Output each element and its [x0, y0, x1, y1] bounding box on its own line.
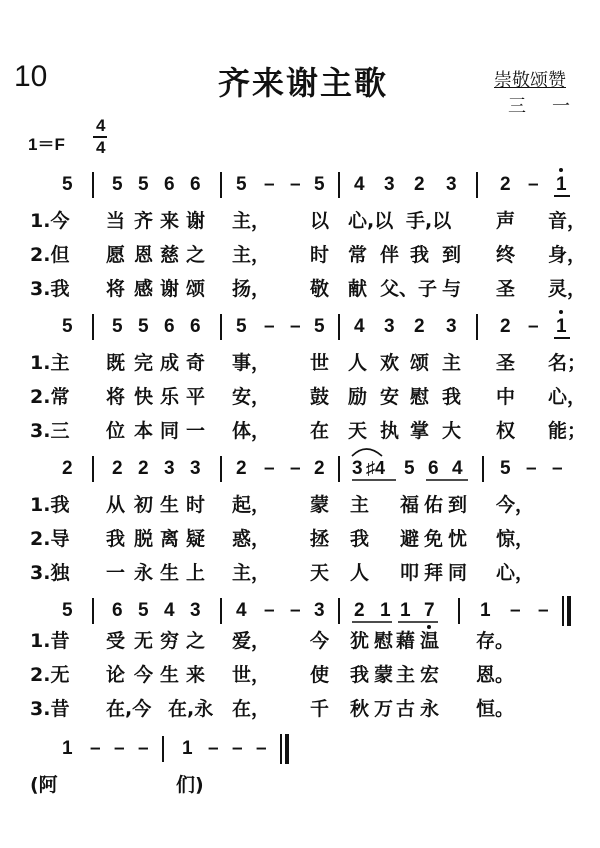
- lyric: 3.我: [30, 278, 70, 300]
- note: 5: [138, 174, 149, 195]
- lyric: 慰: [374, 630, 394, 652]
- lyric: 使: [310, 664, 330, 686]
- lyric: 恩。: [476, 664, 515, 686]
- lyric: 时: [186, 494, 206, 516]
- lyric: 避: [400, 528, 420, 550]
- lyric: 将: [106, 278, 126, 300]
- note: 2: [500, 174, 511, 195]
- lyric: 手,以: [406, 210, 452, 232]
- lyric: 鼓: [310, 386, 330, 408]
- lyric: 扬，: [232, 278, 271, 300]
- key-signature: 1＝F: [28, 135, 65, 154]
- lyric: 1.昔: [30, 630, 70, 652]
- lyric: 时: [310, 244, 330, 266]
- lyric: 初: [134, 494, 154, 516]
- lyric: 颂: [186, 278, 206, 300]
- note-dash: –: [264, 458, 275, 479]
- lyric: 上: [186, 562, 206, 584]
- lyric: 1.今: [30, 210, 70, 232]
- note-dash: –: [538, 600, 549, 621]
- lyric: 愿: [106, 244, 126, 266]
- lyric: 2.但: [30, 244, 70, 266]
- lyric: 世，: [232, 664, 271, 686]
- lyric: 心，: [548, 386, 587, 408]
- note-dash: –: [528, 316, 539, 337]
- lyric: 当: [106, 210, 126, 232]
- note-dash: –: [256, 738, 267, 759]
- lyric: 生: [160, 562, 180, 584]
- lyric: 谢: [160, 278, 180, 300]
- lyric: 3.独: [30, 562, 70, 584]
- note: 2: [354, 600, 365, 621]
- note: 3: [384, 174, 395, 195]
- note-dash: –: [114, 738, 125, 759]
- note-dash: –: [290, 458, 301, 479]
- note: 5: [112, 316, 123, 337]
- lyric: 中: [496, 386, 516, 408]
- note: 5: [112, 174, 123, 195]
- note: 3: [190, 600, 201, 621]
- lyric: 将: [106, 386, 126, 408]
- note: 5: [314, 316, 325, 337]
- note: 3: [314, 600, 325, 621]
- lyric: 宏: [420, 664, 440, 686]
- lyric: 恩: [134, 244, 154, 266]
- lyric: 主，: [232, 244, 271, 266]
- lyric: 伴: [380, 244, 400, 266]
- final-barline-thin: [280, 734, 282, 764]
- lyric: 圣: [496, 352, 516, 374]
- lyric: 到: [442, 244, 462, 266]
- note: 5: [236, 316, 247, 337]
- time-signature-top: 4: [96, 116, 106, 135]
- note-dash: –: [290, 316, 301, 337]
- lyric: 之: [186, 244, 206, 266]
- lyric: 千: [310, 698, 330, 720]
- lyric: 疑: [186, 528, 206, 550]
- note-dash: –: [264, 600, 275, 621]
- lyric: 永: [134, 562, 154, 584]
- lyric: 受: [106, 630, 126, 652]
- lyric: 位: [106, 420, 126, 442]
- lyric: 心,以: [348, 210, 394, 232]
- lyric: 掌: [410, 420, 430, 442]
- note: 4: [354, 174, 365, 195]
- lyric: 我: [410, 244, 430, 266]
- lyric: 同: [160, 420, 180, 442]
- note-dash: –: [290, 600, 301, 621]
- note: 5: [500, 458, 511, 479]
- note: 6: [428, 458, 439, 479]
- lyric: 们): [176, 774, 204, 796]
- lyric: 以: [310, 210, 330, 232]
- lyric: 灵，: [548, 278, 587, 300]
- note-sharp: ♯4: [366, 458, 386, 478]
- note: 6: [112, 600, 123, 621]
- note-dash: –: [528, 174, 539, 195]
- note: 5: [236, 174, 247, 195]
- lyric: 人: [350, 562, 370, 584]
- note-dash: –: [526, 458, 537, 479]
- lyric: 犹: [350, 630, 370, 652]
- lyric: 在: [310, 420, 330, 442]
- note: 2: [500, 316, 511, 337]
- lyric: 主: [350, 494, 370, 516]
- note: 6: [164, 316, 175, 337]
- lyric: 论: [106, 664, 126, 686]
- lyric: 励: [348, 386, 368, 408]
- lyric: 乐: [160, 386, 180, 408]
- note: 2: [62, 458, 73, 479]
- lyric: 终: [496, 244, 516, 266]
- lyric: 声: [496, 210, 516, 232]
- note: 1: [556, 316, 567, 337]
- lyric: 无: [134, 630, 154, 652]
- hymn-number: 10: [14, 60, 48, 93]
- lyric: 今，: [496, 494, 535, 516]
- lyric: 圣: [496, 278, 516, 300]
- lyric: 惑，: [232, 528, 271, 550]
- lyric: 同: [448, 562, 468, 584]
- lyric: 万: [374, 698, 394, 720]
- lyric: 生: [160, 494, 180, 516]
- note: 5: [62, 174, 73, 195]
- note: 2: [414, 316, 425, 337]
- note: 4: [452, 458, 463, 479]
- note: 2: [112, 458, 123, 479]
- time-signature-bottom: 4: [96, 138, 106, 157]
- lyric: 本: [134, 420, 154, 442]
- note-dash: –: [264, 174, 275, 195]
- lyric: 今: [134, 664, 154, 686]
- note: 1: [62, 738, 73, 759]
- note: 3: [190, 458, 201, 479]
- note-dash: –: [232, 738, 243, 759]
- lyric: 名；: [548, 352, 587, 374]
- lyric: 欢: [380, 352, 400, 374]
- note: 3: [446, 174, 457, 195]
- lyric: 世: [310, 352, 330, 374]
- lyric: 脱: [134, 528, 154, 550]
- note: 5: [314, 174, 325, 195]
- note: 3: [446, 316, 457, 337]
- note: 3: [384, 316, 395, 337]
- note: 2: [236, 458, 247, 479]
- lyric: 人: [348, 352, 368, 374]
- note: 4: [236, 600, 247, 621]
- lyric: 2.常: [30, 386, 70, 408]
- note: 1: [400, 600, 411, 621]
- lyric: 权: [496, 420, 516, 442]
- lyric: 体，: [232, 420, 271, 442]
- note: 1: [182, 738, 193, 759]
- lyric: 我: [350, 664, 370, 686]
- lyric: 生: [160, 664, 180, 686]
- lyric: 主: [396, 664, 416, 686]
- lyric: 蒙: [374, 664, 394, 686]
- note-dash: –: [138, 738, 149, 759]
- lyric: 一: [106, 562, 126, 584]
- lyric: 古: [396, 698, 416, 720]
- lyric: 献: [348, 278, 368, 300]
- lyric: 安，: [232, 386, 271, 408]
- lyric: 起，: [232, 494, 271, 516]
- note-dash: –: [208, 738, 219, 759]
- lyric: 今: [310, 630, 330, 652]
- lyric: 身，: [548, 244, 587, 266]
- lyric: 颂: [410, 352, 430, 374]
- lyric: 在,今: [106, 698, 152, 720]
- note: 7: [424, 600, 435, 621]
- lyric: 敬: [310, 278, 330, 300]
- lyric: 齐: [134, 210, 154, 232]
- lyric: 3.三: [30, 420, 70, 442]
- lyric: 来: [160, 210, 180, 232]
- note: 1: [480, 600, 491, 621]
- lyric: 秋: [350, 698, 370, 720]
- note: 2: [314, 458, 325, 479]
- lyric: 成: [160, 352, 180, 374]
- lyric: 主，: [232, 210, 271, 232]
- note: 6: [190, 316, 201, 337]
- note-dash: –: [290, 174, 301, 195]
- note-dash: –: [90, 738, 101, 759]
- page-title: 齐来谢主歌: [218, 64, 389, 102]
- lyric: 音，: [548, 210, 587, 232]
- lyric: 穷: [160, 630, 180, 652]
- lyric: 大: [442, 420, 462, 442]
- lyric: 惊，: [496, 528, 535, 550]
- lyric: 拯: [310, 528, 330, 550]
- lyric: 天: [348, 420, 368, 442]
- note: 6: [164, 174, 175, 195]
- lyric: 离: [160, 528, 180, 550]
- lyric: 谢: [186, 210, 206, 232]
- note: 5: [62, 316, 73, 337]
- lyric: 在,永: [168, 698, 214, 720]
- note: 5: [62, 600, 73, 621]
- barline: [162, 736, 164, 762]
- lyric: 快: [134, 386, 154, 408]
- note: 5: [138, 600, 149, 621]
- lyric: 1.我: [30, 494, 70, 516]
- lyric: 福: [400, 494, 420, 516]
- lyric: 常: [348, 244, 368, 266]
- note: 2: [414, 174, 425, 195]
- lyric: 父、子: [380, 278, 438, 300]
- lyric: 能；: [548, 420, 587, 442]
- note-dash: –: [552, 458, 563, 479]
- note: 1: [556, 174, 567, 195]
- lyric: 感: [134, 278, 154, 300]
- lyric: 心，: [496, 562, 535, 584]
- lyric: 既: [106, 352, 126, 374]
- lyric: 平: [186, 386, 206, 408]
- lyric: 2.无: [30, 664, 70, 686]
- lyric: 安: [380, 386, 400, 408]
- lyric: 藉: [396, 630, 416, 652]
- lyric: 到: [448, 494, 468, 516]
- lyric: 事，: [232, 352, 271, 374]
- final-barline-thick: [285, 734, 289, 764]
- lyric: 天: [310, 562, 330, 584]
- lyric: 佑: [424, 494, 444, 516]
- category-label: 崇敬颂赞: [494, 70, 566, 91]
- note: 6: [190, 174, 201, 195]
- lyric: (阿: [30, 774, 58, 796]
- lyric: 忧: [448, 528, 468, 550]
- lyric: 存。: [476, 630, 515, 652]
- lyric: 温: [420, 630, 440, 652]
- lyric: 来: [186, 664, 206, 686]
- lyric: 我: [442, 386, 462, 408]
- note: 3: [164, 458, 175, 479]
- lyric: 我: [106, 528, 126, 550]
- note: 3: [352, 458, 363, 479]
- lyric: 1.主: [30, 352, 70, 374]
- note: 5: [404, 458, 415, 479]
- lyric: 执: [380, 420, 400, 442]
- lyric: 免: [424, 528, 444, 550]
- note: 4: [164, 600, 175, 621]
- note-dash: –: [510, 600, 521, 621]
- lyric: 永: [420, 698, 440, 720]
- lyric: 叩: [400, 562, 420, 584]
- lyric: 爱，: [232, 630, 271, 652]
- lyric: 之: [186, 630, 206, 652]
- lyric: 在，: [232, 698, 271, 720]
- lyric: 从: [106, 494, 126, 516]
- lyric: 奇: [186, 352, 206, 374]
- lyric: 主: [442, 352, 462, 374]
- lyric: 一: [186, 420, 206, 442]
- lyric: 蒙: [310, 494, 330, 516]
- note: 4: [354, 316, 365, 337]
- lyric: 与: [442, 278, 462, 300]
- lyric: 3.昔: [30, 698, 70, 720]
- lyric: 恒。: [476, 698, 515, 720]
- lyric: 2.导: [30, 528, 70, 550]
- lyric: 完: [134, 352, 154, 374]
- lyric: 慰: [410, 386, 430, 408]
- lyric: 慈: [160, 244, 180, 266]
- note-dash: –: [264, 316, 275, 337]
- lyric: 拜: [424, 562, 444, 584]
- note: 1: [380, 600, 391, 621]
- lyric: 主，: [232, 562, 271, 584]
- note: 5: [138, 316, 149, 337]
- index-label: 三 一: [508, 96, 574, 117]
- note: 2: [138, 458, 149, 479]
- lyric: 我: [350, 528, 370, 550]
